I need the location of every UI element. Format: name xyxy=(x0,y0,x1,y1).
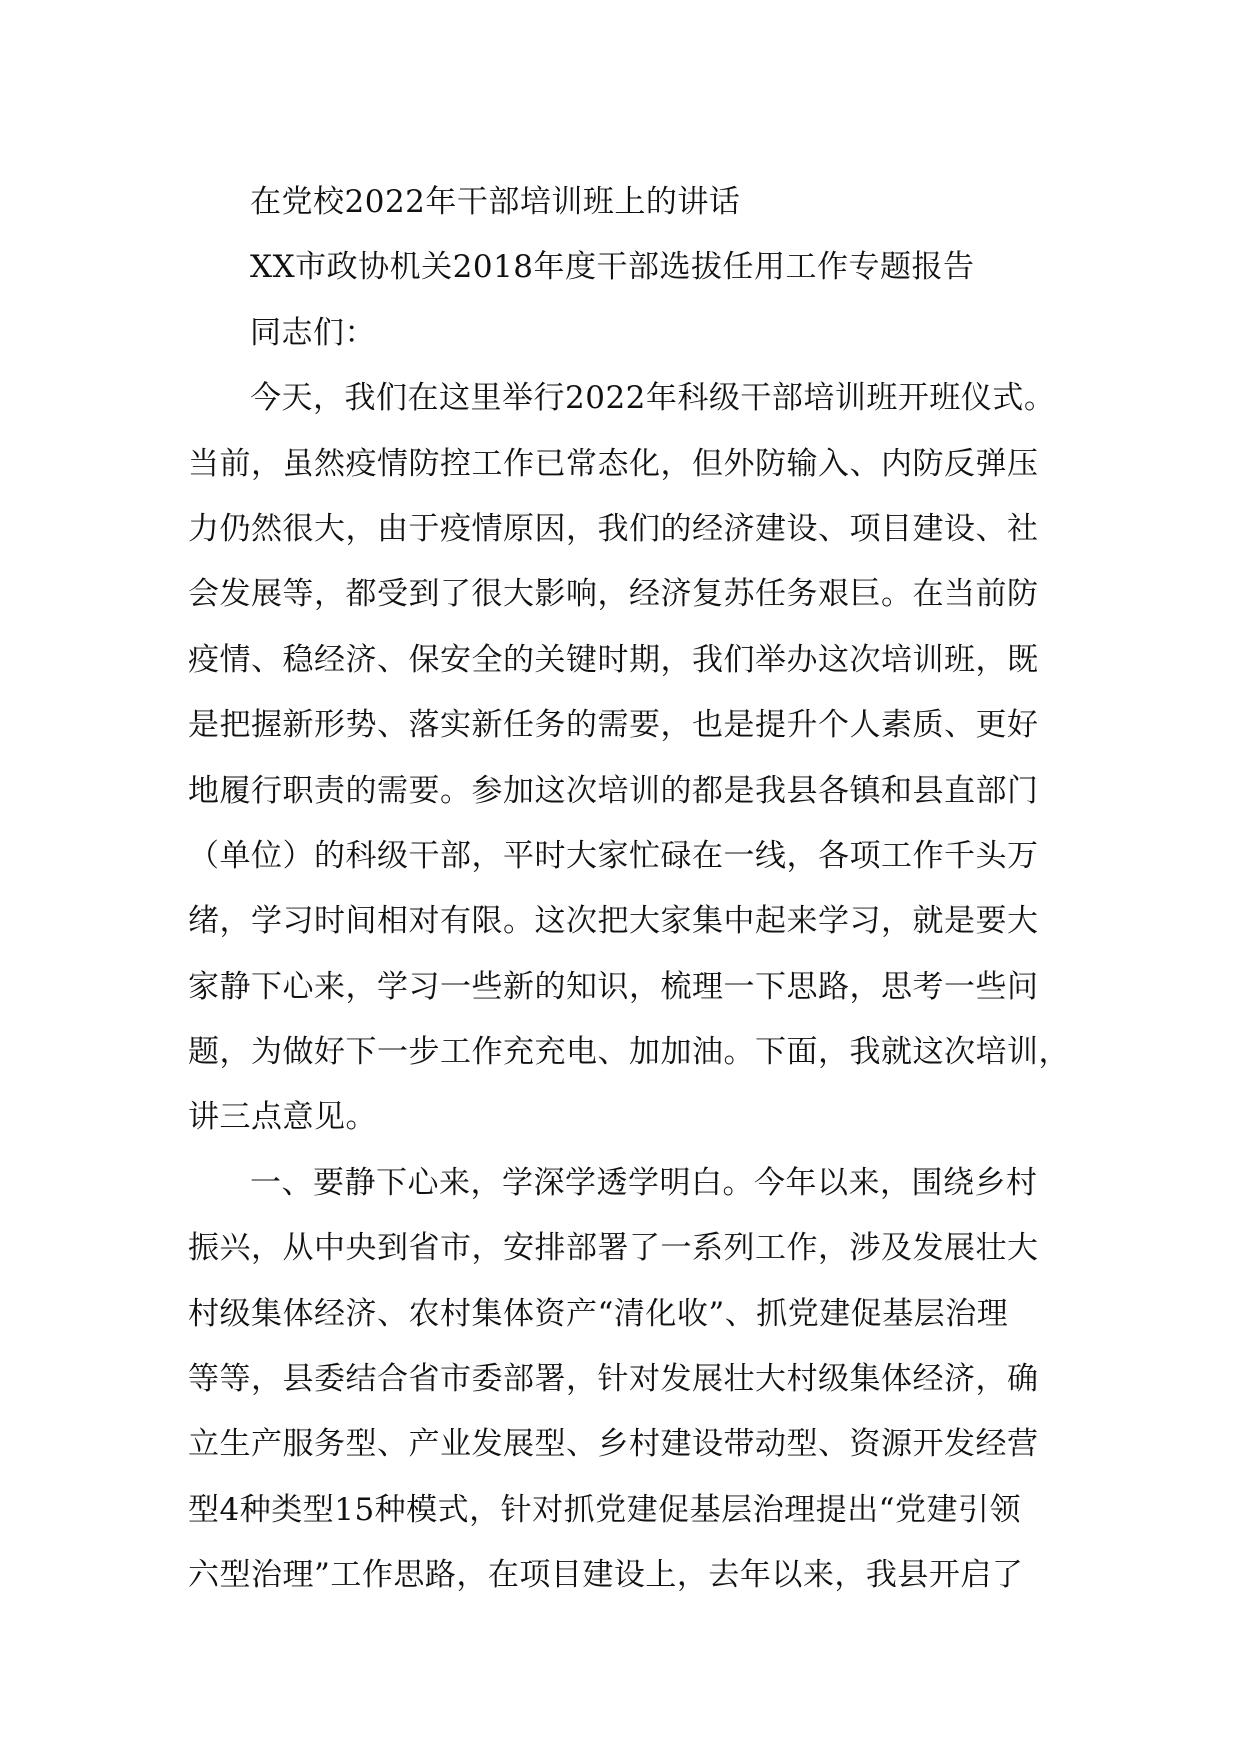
paragraph-1-line: 是把握新形势、落实新任务的需要，也是提升个人素质、更好 xyxy=(188,707,1039,744)
paragraph-2-line: 一、要静下心来，学深学透学明白。今年以来，围绕乡村 xyxy=(250,1164,1038,1201)
paragraph-1-line: 当前，虽然疫情防控工作已常态化，但外防输入、内防反弹压 xyxy=(188,445,1039,482)
document-title: 在党校2022年干部培训班上的讲话 xyxy=(250,184,741,220)
paragraph-1-line: 会发展等，都受到了很大影响，经济复苏任务艰巨。在当前防 xyxy=(188,576,1039,613)
paragraph-2-line: 立生产服务型、产业发展型、乡村建设带动型、资源开发经营 xyxy=(188,1426,1039,1463)
paragraph-1-line: 题，为做好下一步工作充充电、加加油。下面，我就这次培训， xyxy=(188,1034,1070,1071)
paragraph-1-line: 地履行职责的需要。参加这次培训的都是我县各镇和县直部门 xyxy=(188,772,1039,809)
paragraph-1-line: 今天，我们在这里举行2022年科级干部培训班开班仪式。 xyxy=(250,380,1056,417)
salutation: 同志们： xyxy=(250,314,376,351)
paragraph-1-line: 绪，学习时间相对有限。这次把大家集中起来学习，就是要大 xyxy=(188,903,1039,940)
paragraph-1-line: 力仍然很大，由于疫情原因，我们的经济建设、项目建设、社 xyxy=(188,510,1039,547)
paragraph-2-line: 村级集体经济、农村集体资产“清化收”、抓党建促基层治理 xyxy=(188,1295,1009,1332)
paragraph-1-line: 讲三点意见。 xyxy=(188,1099,377,1136)
paragraph-1-line: （单位）的科级干部，平时大家忙碌在一线，各项工作千头万 xyxy=(188,837,1039,874)
document-body xyxy=(188,170,1068,1609)
paragraph-1-line: 疫情、稳经济、保安全的关键时期，我们举办这次培训班，既 xyxy=(188,641,1039,678)
paragraph-2-line: 型4种类型15种模式，针对抓党建促基层治理提出“党建引领 xyxy=(188,1491,1022,1528)
paragraph-2-line: 等等，县委结合省市委部署，针对发展壮大村级集体经济，确 xyxy=(188,1361,1039,1398)
document-subtitle: XX市政协机关2018年度干部选拔任用工作专题报告 xyxy=(250,249,975,286)
paragraph-2-line: 振兴，从中央到省市，安排部署了一系列工作，涉及发展壮大 xyxy=(188,1230,1039,1267)
paragraph-2-line: 六型治理”工作思路，在项目建设上，去年以来，我县开启了 xyxy=(188,1557,1024,1594)
paragraph-1-line: 家静下心来，学习一些新的知识，梳理一下思路，思考一些问 xyxy=(188,968,1039,1005)
